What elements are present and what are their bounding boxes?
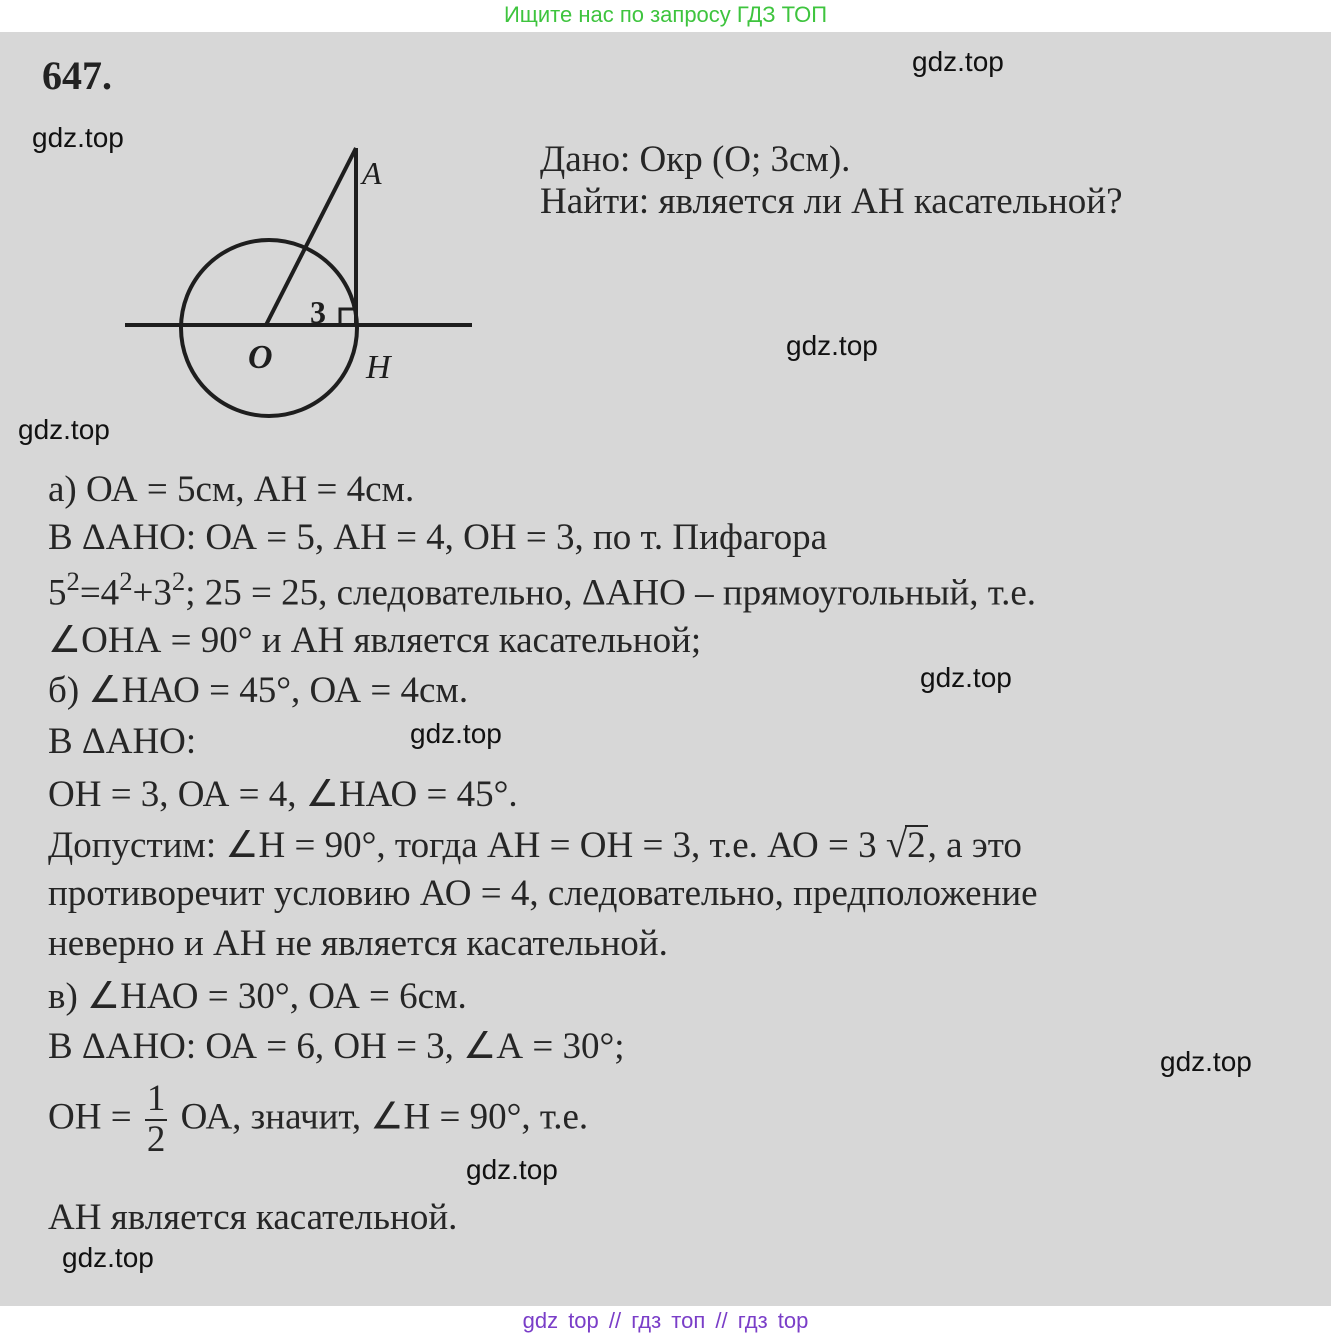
watermark: gdz.top	[410, 718, 502, 749]
part-a-line-2: $5^2=4^2+3^2$; 25 = 25, следовательно, ΔАНО – прямоугольный, т.е.	[48, 566, 1037, 614]
part-c-heading: в) ∠НАО = 30°, ОА = 6см.	[48, 976, 467, 1017]
watermark: gdz.top	[786, 330, 878, 361]
watermark: gdz.top	[912, 46, 1004, 77]
part-c-line-2: ОН = $\frac{1}{2}$ ОА, значит, ∠Н = 90°, т.е.	[48, 1078, 589, 1160]
bottom-banner[interactable]: gdz top // гдз топ // гдз top	[0, 1306, 1331, 1338]
part-c-line-1: В ΔАНО: ОА = 6, ОН = 3, ∠А = 30°;	[48, 1026, 625, 1067]
part-a-line-3: ∠ОНА = 90° и АН является касательной;	[48, 620, 702, 661]
fraction-one-half: $\frac{1}{2}$	[146, 1078, 166, 1160]
part-a-line-1: В ΔАНО: ОА = 5, АН = 4, ОН = 3, по т. Пифагора	[48, 517, 828, 558]
label-a: A	[362, 155, 382, 191]
problem-number: 647.	[42, 53, 112, 98]
part-b-line-4: противоречит условию АО = 4, следовательно, предположение	[48, 873, 1038, 914]
part-c-line-3: АН является касательной.	[48, 1197, 458, 1238]
watermark: gdz.top	[62, 1242, 154, 1273]
watermark: gdz.top	[920, 662, 1012, 693]
watermark: gdz.top	[1160, 1046, 1252, 1077]
label-h: H	[366, 349, 391, 386]
watermark: gdz.top	[18, 414, 110, 445]
label-3: 3	[310, 294, 326, 330]
label-o: O	[248, 339, 273, 376]
part-b-line-2: ОН = 3, ОА = 4, ∠НАО = 45°.	[48, 774, 518, 815]
part-a-heading: а) ОА = 5см, АН = 4см.	[48, 469, 415, 510]
part-b-line-3: Допустим: ∠Н = 90°, тогда АН = ОН = 3, т.е. АО = 3 √2, а это	[48, 823, 1022, 866]
given-line: Дано: Окр (О; 3см).	[540, 139, 851, 180]
part-b-line-1: В ΔАНО:	[48, 721, 197, 762]
part-b-heading: б) ∠НАО = 45°, ОА = 4см.	[48, 670, 469, 711]
part-b-line-5: неверно и АН не является касательной.	[48, 923, 668, 964]
find-line: Найти: является ли АН касательной?	[540, 181, 1123, 222]
watermark: gdz.top	[32, 122, 124, 153]
geometry-figure	[120, 140, 490, 430]
watermark: gdz.top	[466, 1154, 558, 1185]
top-banner[interactable]: Ищите нас по запросу ГДЗ ТОП	[0, 0, 1331, 32]
circle-shape	[181, 240, 357, 416]
